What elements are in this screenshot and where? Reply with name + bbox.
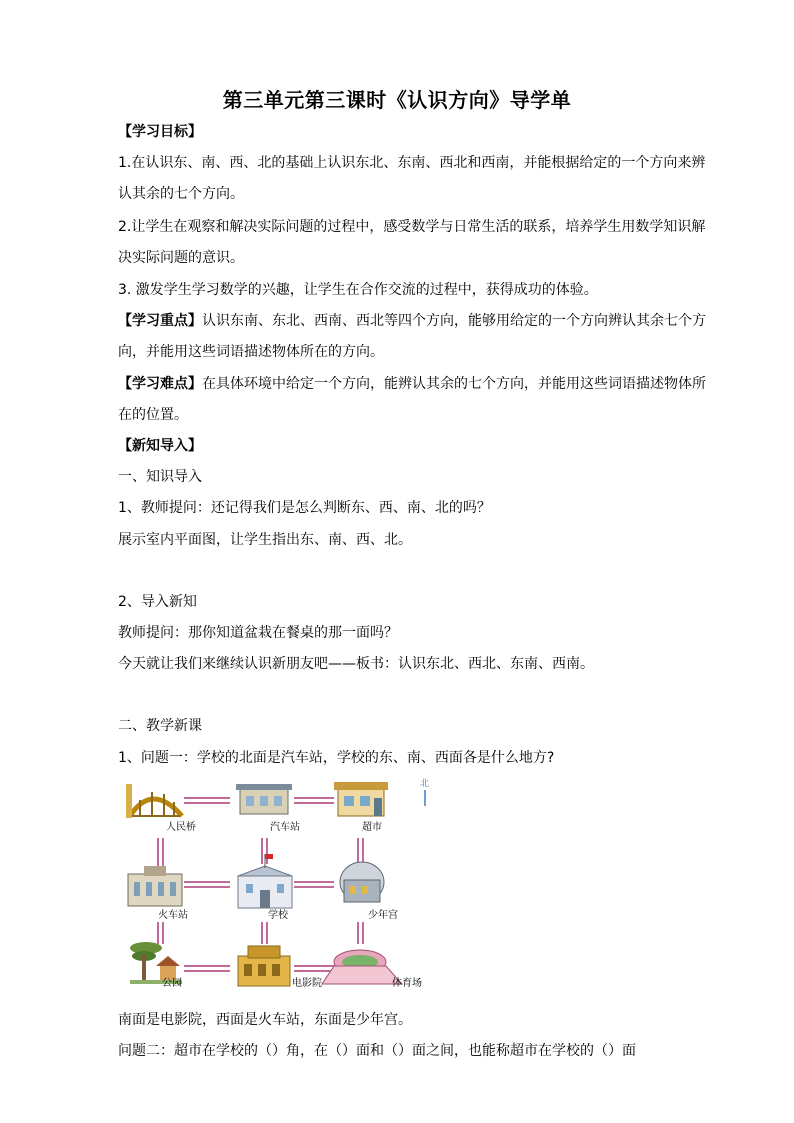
cinema-icon [238, 946, 290, 986]
label-train-station: 火车站 [158, 910, 188, 921]
label-people-bridge: 人民桥 [166, 822, 196, 833]
label-bus-station: 汽车站 [270, 822, 300, 833]
bus-station-icon [236, 784, 292, 814]
section-1-heading: 一、知识导入 [118, 469, 202, 485]
label-supermarket: 超市 [362, 822, 382, 833]
goal-1-line-1: 1.在认识东、南、西、北的基础上认识东北、东南、西北和西南，并能根据给定的一个方向来辨 [118, 155, 706, 171]
campus-map [122, 776, 434, 992]
youth-palace-icon [340, 862, 384, 902]
label-cinema: 电影院 [292, 978, 322, 989]
difficulty-line-1 [118, 374, 708, 394]
difficulty-line-2: 在的位置。 [118, 407, 188, 423]
goal-1-line-2: 认其余的七个方向。 [118, 186, 244, 202]
goal-3: 3. 激发学生学习数学的兴趣，让学生在合作交流的过程中，获得成功的体验。 [118, 282, 598, 298]
goals-heading: 【学习目标】 [118, 124, 202, 140]
page-title: 第三单元第三课时《认识方向》导学单 [222, 88, 572, 112]
section-1-question: 1、教师提问：还记得我们是怎么判断东、西、南、北的吗？ [118, 500, 491, 516]
answer-1: 南面是电影院，西面是火车站，东面是少年宫。 [118, 1012, 412, 1028]
key-point-heading: 【学习重点】 [118, 313, 202, 329]
section-1-2-board: 今天就让我们来继续认识新朋友吧——板书：认识东北、西北、东南、西南。 [118, 656, 594, 672]
key-point-line-2: 向，并能用这些词语描述物体所在的方向。 [118, 344, 384, 360]
difficulty-heading: 【学习难点】 [118, 376, 202, 392]
difficulty-text: 在具体环境中给定一个方向，能辨认其余的七个方向，并能用这些词语描述物体所 [202, 376, 706, 392]
train-station-icon [128, 866, 182, 906]
problem-1: 1、问题一：学校的北面是汽车站，学校的东、南、西面各是什么地方? [118, 750, 555, 766]
section-1-2-heading: 2、导入新知 [118, 594, 197, 610]
goal-2-line-2: 决实际问题的意识。 [118, 250, 244, 266]
north-label: 北 [420, 779, 430, 789]
key-point-text: 认识东南、东北、西南、西北等四个方向，能够用给定的一个方向辨认其余七个方 [202, 313, 706, 329]
label-park: 公园 [162, 978, 182, 989]
supermarket-icon [334, 782, 388, 816]
new-knowledge-heading: 【新知导入】 [118, 438, 202, 454]
label-youth-palace: 少年宫 [368, 910, 398, 921]
key-point-line-1 [118, 311, 708, 331]
bridge-icon [126, 784, 182, 818]
label-school: 学校 [268, 910, 288, 921]
school-icon [238, 854, 292, 908]
goal-2-line-1: 2.让学生在观察和解决实际问题的过程中，感受数学与日常生活的联系，培养学生用数学知识解 [118, 219, 706, 235]
section-1-2-question: 教师提问：那你知道盆栽在餐桌的那一面吗？ [118, 625, 398, 641]
section-1-show: 展示室内平面图，让学生指出东、南、西、北。 [118, 532, 412, 548]
label-stadium: 体育场 [392, 978, 422, 989]
section-2-heading: 二、教学新课 [118, 718, 202, 734]
problem-2: 问题二：超市在学校的（）角，在（）面和（）面之间，也能称超市在学校的（）面 [118, 1043, 636, 1059]
stadium-icon [322, 950, 402, 984]
